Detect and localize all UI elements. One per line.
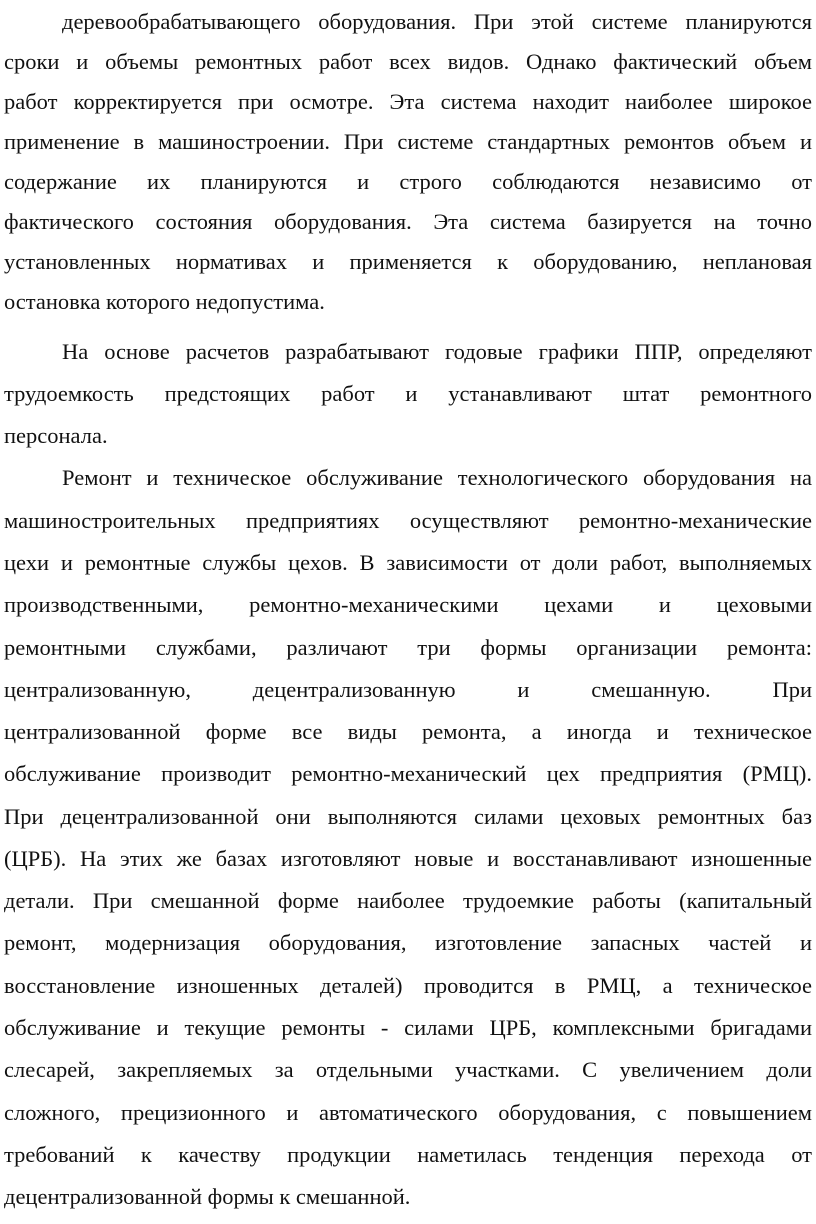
text-line: остановка которого недопустима. <box>4 289 325 314</box>
text-line: децентрализованной формы к смешанной. <box>4 1184 411 1209</box>
text-line: детали. При смешанной форме наиболее трудоемкие работы (капитальный <box>4 888 812 913</box>
text-line: производственными, ремонтно-механическими цехами и цеховыми <box>4 592 812 617</box>
text-line: сроки и объемы ремонтных работ всех видов. Однако фактический объем <box>4 49 812 74</box>
text-line: работ корректируется при осмотре. Эта система находит наиболее широкое <box>4 89 812 114</box>
text-line: слесарей, закрепляемых за отдельными участками. С увеличением доли <box>4 1057 812 1082</box>
text-line: применение в машиностроении. При системе стандартных ремонтов объем и <box>4 129 812 154</box>
text-line: (ЦРБ). На этих же базах изготовляют новые и восстанавливают изношенные <box>4 846 812 871</box>
text-line: Ремонт и техническое обслуживание технологического оборудования на <box>62 465 812 490</box>
text-line: обслуживание и текущие ремонты - силами ЦРБ, комплексными бригадами <box>4 1015 812 1040</box>
text-line: централизованной форме все виды ремонта, а иногда и техническое <box>4 719 812 744</box>
text-line: цехи и ремонтные службы цехов. В зависимости от доли работ, выполняемых <box>4 550 812 575</box>
text-line: требований к качеству продукции наметилась тенденция перехода от <box>4 1142 812 1167</box>
text-line: деревообрабатывающего оборудования. При этой системе планируются <box>62 9 812 34</box>
text-line: фактического состояния оборудования. Эта система базируется на точно <box>4 209 812 234</box>
text-line: сложного, прецизионного и автоматического оборудования, с повышением <box>4 1100 812 1125</box>
text-line: обслуживание производит ремонтно-механический цех предприятия (РМЦ). <box>4 761 812 786</box>
text-line: ремонт, модернизация оборудования, изготовление запасных частей и <box>4 930 812 955</box>
text-line: машиностроительных предприятиях осуществляют ремонтно-механические <box>4 508 812 533</box>
text-line: содержание их планируются и строго соблюдаются независимо от <box>4 169 812 194</box>
text-line: На основе расчетов разрабатывают годовые графики ППР, определяют <box>62 339 812 364</box>
text-line: установленных нормативах и применяется к оборудованию, неплановая <box>4 249 812 274</box>
text-line: При децентрализованной они выполняются силами цеховых ремонтных баз <box>4 804 812 829</box>
text-line: централизованную, децентрализованную и смешанную. При <box>4 677 812 702</box>
text-line: восстановление изношенных деталей) проводится в РМЦ, а техническое <box>4 973 812 998</box>
text-line: ремонтными службами, различают три формы организации ремонта: <box>4 635 812 660</box>
text-line: трудоемкость предстоящих работ и устанавливают штат ремонтного <box>4 381 812 406</box>
text-line: персонала. <box>4 423 108 448</box>
